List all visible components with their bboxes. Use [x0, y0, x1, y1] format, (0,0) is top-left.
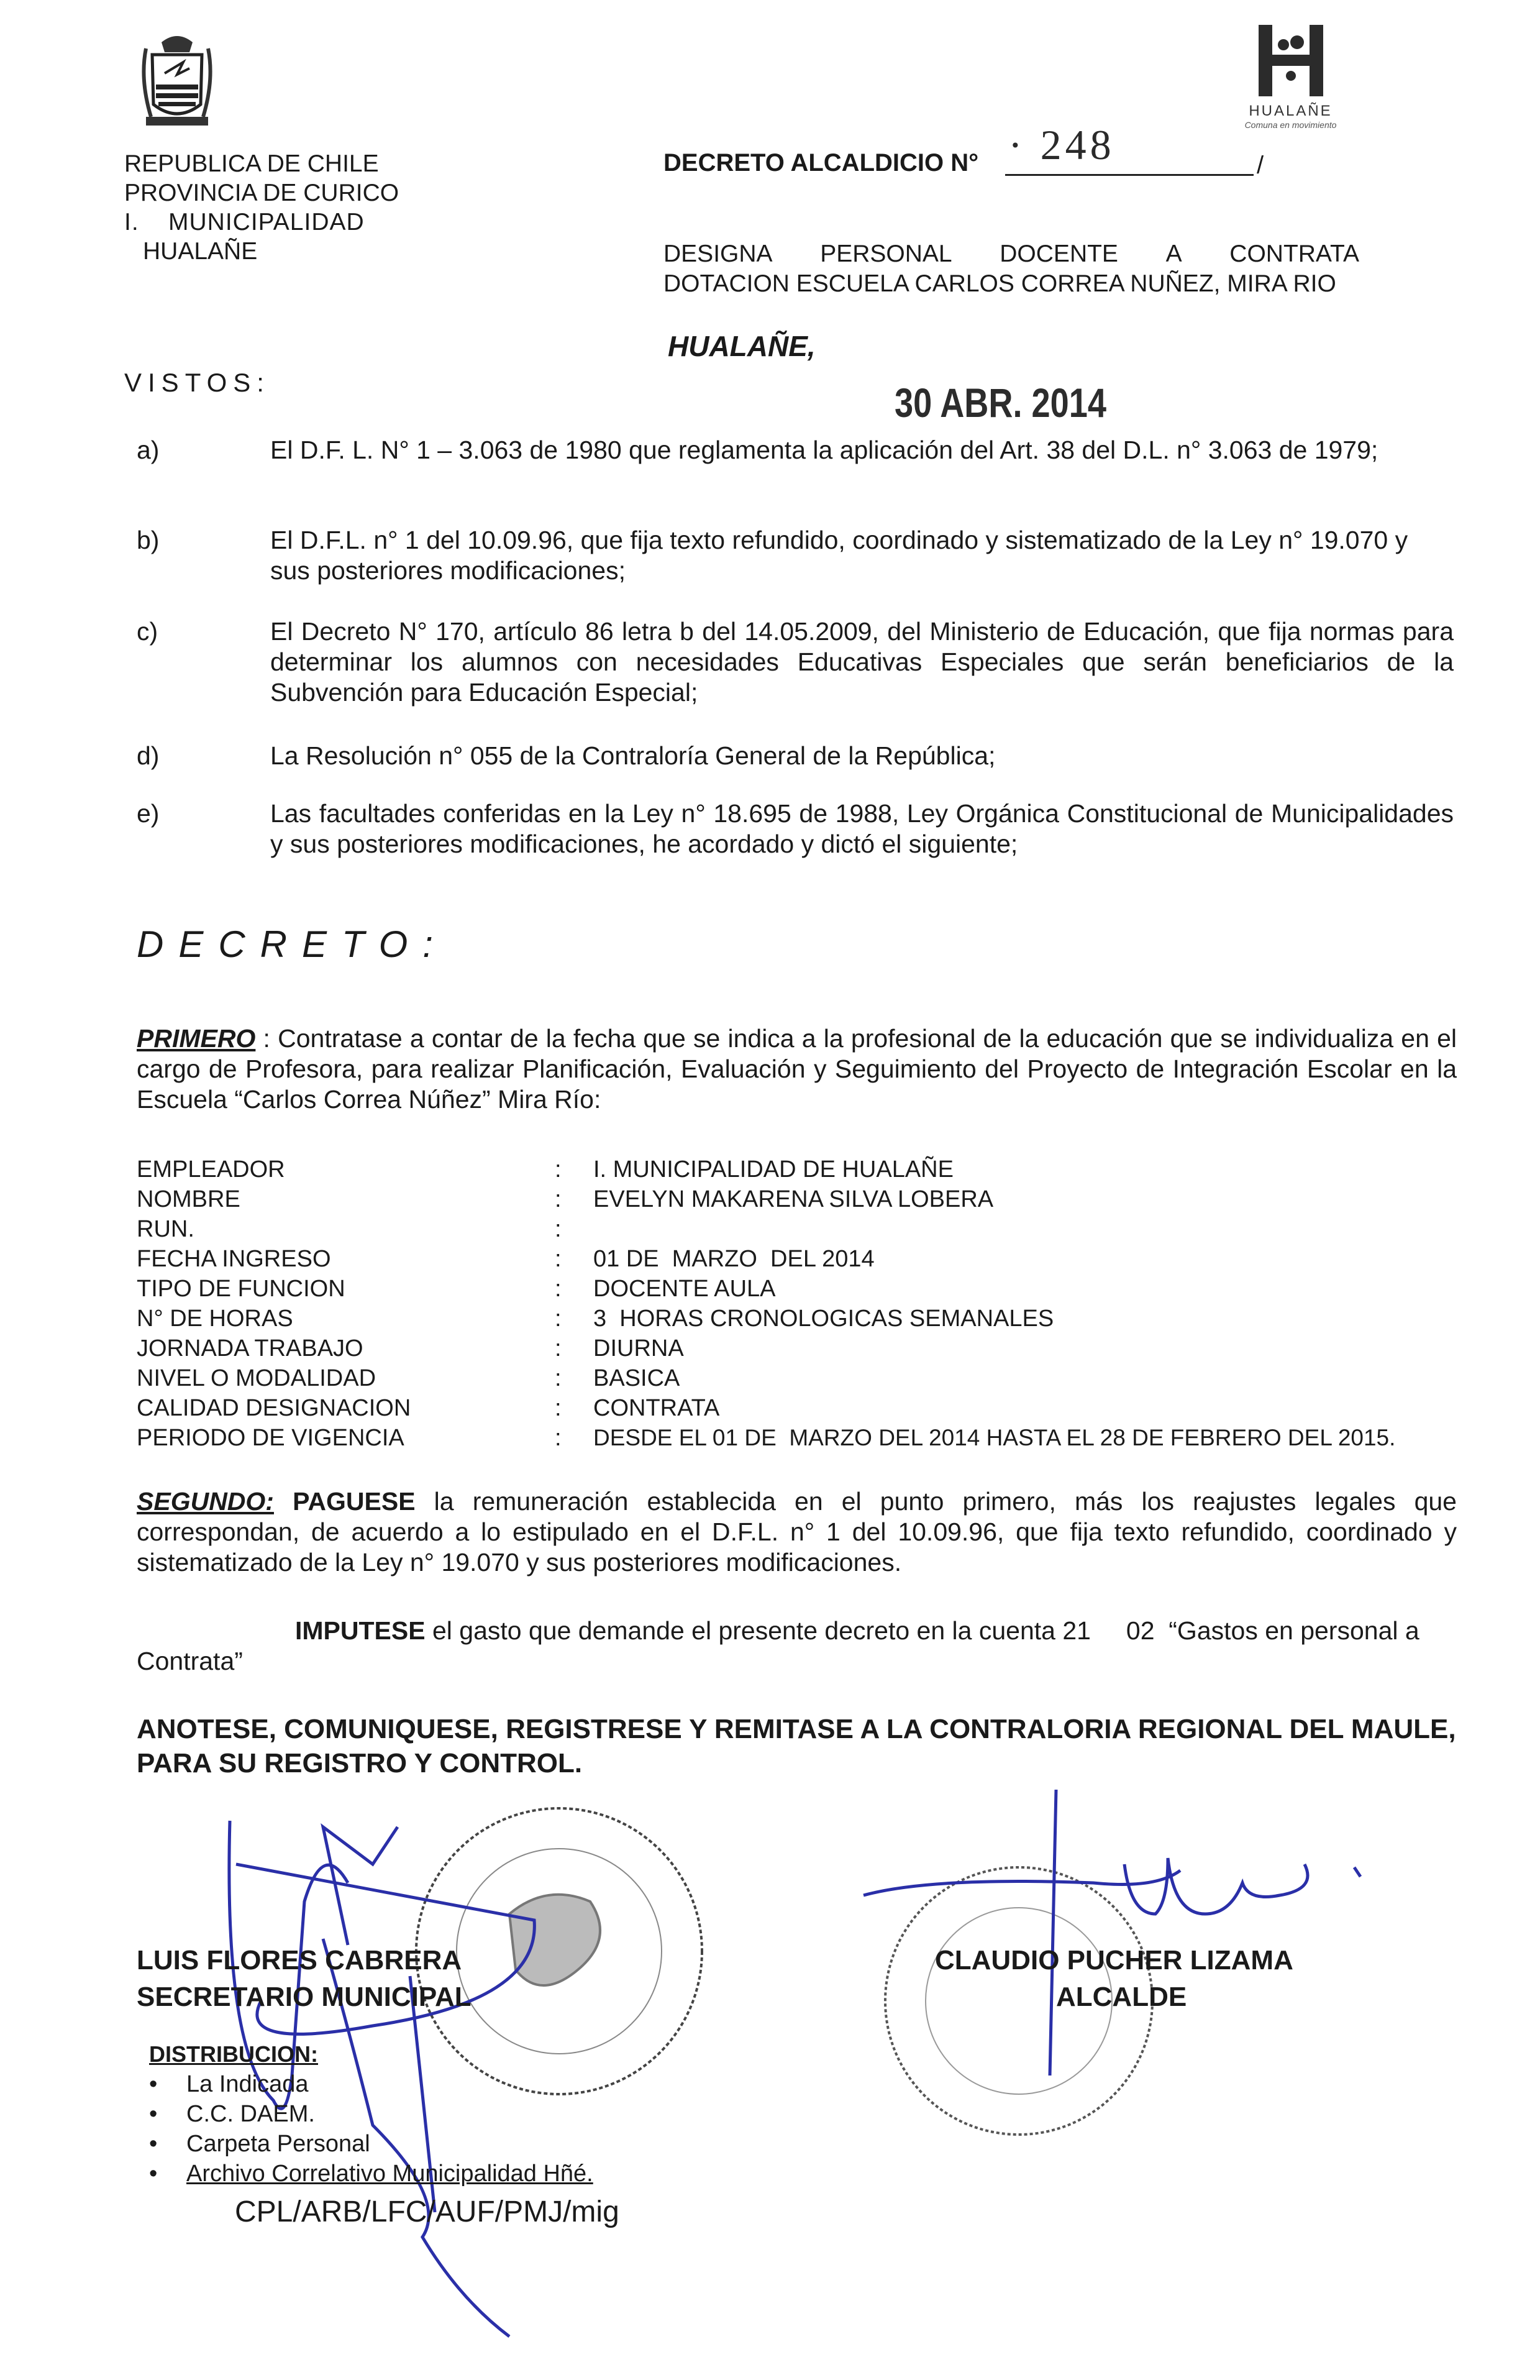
segundo-label: SEGUNDO:: [137, 1487, 274, 1516]
primero-text: Contratase a contar de la fecha que se indica a la profesional de la educación que se individualiza en el cargo de Profesora, para realizar Planificación, Evaluación y Seguimiento del Proyecto de Integración Escolar en la Escuela “Carlos Correa Núñez” Mira Río:: [137, 1024, 1457, 1114]
vistos-letter: b): [137, 526, 160, 554]
field-separator: :: [555, 1395, 562, 1421]
subject-word: A: [1165, 240, 1182, 267]
field-label: NOMBRE: [137, 1186, 240, 1212]
signatures-and-stamps: [0, 1678, 1540, 2380]
primero-label: PRIMERO: [137, 1024, 256, 1053]
article-primero: [137, 1023, 1457, 1115]
segundo-text: la remuneración establecida en el punto primero, más los reajustes legales que correspondan, de acuerdo a lo estipulado en el D.F.L. n° 1 del 10.09.96, que fija texto refundido, coordinado y sistematizado de la Ley n° 19.070 y sus posteriores modificaciones.: [137, 1487, 1457, 1577]
distribution-item: • Carpeta Personal: [186, 2129, 593, 2159]
vistos-text: El Decreto N° 170, artículo 86 letra b del 14.05.2009, del Ministerio de Educación, que fija normas para determinar los alumnos con necesidades Educativas Especiales que serán beneficiarios de la Subvención para Educación Especial;: [270, 617, 1454, 707]
field-label: N° DE HORAS: [137, 1306, 293, 1332]
field-value: 01 DE MARZO DEL 2014: [593, 1246, 875, 1272]
decree-number: · 248: [1008, 121, 1115, 168]
decree-slash: /: [1257, 152, 1264, 179]
signature-block-mayor: [935, 1942, 1293, 2015]
distribution-title: DISTRIBUCION:: [149, 2041, 318, 2067]
mayor-name: CLAUDIO PUCHER LIZAMA: [935, 1945, 1293, 1975]
segundo-bold-word: PAGUESE: [293, 1487, 416, 1516]
vistos-letter: d): [137, 741, 160, 770]
vistos-letter: a): [137, 436, 160, 464]
secretary-title: SECRETARIO MUNICIPAL: [137, 1982, 472, 2012]
distribution-list: [149, 2039, 593, 2189]
subject-word: PERSONAL: [820, 240, 952, 267]
closing-order: ANOTESE, COMUNIQUESE, REGISTRESE Y REMITASE A LA CONTRALORIA REGIONAL DEL MAULE, PARA SU REGISTRO Y CONTROL.: [137, 1714, 1456, 1778]
field-separator: :: [555, 1216, 562, 1242]
header-city: HUALAÑE: [143, 238, 258, 265]
header-institution: [124, 149, 447, 266]
distribution-item: • La Indicada: [186, 2069, 593, 2099]
field-separator: :: [555, 1246, 562, 1272]
distribution-items: [149, 2069, 593, 2189]
decree-subject: [663, 239, 1421, 299]
imputese-paragraph: [137, 1616, 1457, 1677]
decree-number-rule: [1005, 174, 1254, 176]
place-heading: HUALAÑE,: [668, 330, 816, 362]
field-separator: :: [555, 1425, 562, 1451]
field-value: EVELYN MAKARENA SILVA LOBERA: [593, 1186, 994, 1212]
field-label: PERIODO DE VIGENCIA: [137, 1425, 404, 1451]
hualane-logo: [1227, 19, 1354, 130]
logo-tagline: Comuna en movimiento: [1244, 120, 1337, 130]
reference-initials: CPL/ARB/LFC/AUF/PMJ/mig: [235, 2195, 619, 2228]
imputese-bold-word: IMPUTESE: [295, 1616, 426, 1645]
vistos-text: La Resolución n° 055 de la Contraloría General de la República;: [270, 741, 996, 770]
field-separator: :: [555, 1186, 562, 1212]
subject-line-1: [663, 239, 1359, 269]
primero-colon: :: [255, 1024, 278, 1053]
vistos-letter: e): [137, 799, 160, 828]
field-label: NIVEL O MODALIDAD: [137, 1365, 376, 1391]
field-label: TIPO DE FUNCION: [137, 1276, 345, 1302]
vistos-text: El D.F. L. N° 1 – 3.063 de 1980 que reglamenta la aplicación del Art. 38 del D.L. n° 3.063 de 1979;: [270, 436, 1378, 464]
distribution-item: • Archivo Correlativo Municipalidad Hñé.: [186, 2159, 593, 2189]
vistos-letter: c): [137, 617, 158, 646]
mayor-title: ALCALDE: [1056, 1982, 1187, 2012]
field-value: I. MUNICIPALIDAD DE HUALAÑE: [593, 1156, 954, 1183]
vistos-text: Las facultades conferidas en la Ley n° 18.695 de 1988, Ley Orgánica Constitucional de Municipalidades y sus posteriores modificaciones, he acordado y dictó el siguiente;: [270, 799, 1454, 858]
subject-line-2: DOTACION ESCUELA CARLOS CORREA NUÑEZ, MIRA RIO: [663, 270, 1336, 297]
field-label: CALIDAD DESIGNACION: [137, 1395, 411, 1421]
municipal-crest-icon: [127, 30, 227, 139]
field-label: RUN.: [137, 1216, 194, 1242]
field-value: BASICA: [593, 1365, 680, 1391]
article-segundo: [137, 1486, 1457, 1578]
field-separator: :: [555, 1335, 562, 1362]
field-value: DIURNA: [593, 1335, 684, 1362]
field-label: FECHA INGRESO: [137, 1246, 331, 1272]
vistos-title: VISTOS:: [124, 368, 270, 397]
decree-label: DECRETO ALCALDICIO N°: [663, 149, 979, 176]
distribution-item: • C.C. DAEM.: [186, 2099, 593, 2129]
field-value: 3 HORAS CRONOLOGICAS SEMANALES: [593, 1306, 1054, 1332]
field-separator: :: [555, 1306, 562, 1332]
subject-word: DESIGNA: [663, 240, 773, 267]
field-separator: :: [555, 1156, 562, 1183]
field-label: EMPLEADOR: [137, 1156, 285, 1183]
header-municipality: I. MUNICIPALIDAD: [124, 209, 365, 236]
field-separator: :: [555, 1276, 562, 1302]
secretary-name: LUIS FLORES CABRERA: [137, 1945, 462, 1975]
header-country: REPUBLICA DE CHILE: [124, 150, 379, 177]
hualane-h-logo-icon: [1254, 19, 1328, 99]
right-signature-icon: [863, 1790, 1360, 2076]
signature-block-secretary: [137, 1942, 472, 2015]
subject-word: DOCENTE: [1000, 240, 1118, 267]
field-value: DOCENTE AULA: [593, 1276, 776, 1302]
logo-name: HUALAÑE: [1249, 103, 1333, 119]
field-separator: :: [555, 1365, 562, 1391]
field-value: DESDE EL 01 DE MARZO DEL 2014 HASTA EL 28 DE FEBRERO DEL 2015.: [593, 1425, 1396, 1450]
date-stamp: 30 ABR. 2014: [895, 380, 1106, 426]
subject-word: CONTRATA: [1229, 240, 1359, 267]
decreto-title: DECRETO:: [137, 923, 448, 965]
field-label: JORNADA TRABAJO: [137, 1335, 363, 1362]
header-province: PROVINCIA DE CURICO: [124, 180, 399, 206]
vistos-text: El D.F.L. n° 1 del 10.09.96, que fija texto refundido, coordinado y sistematizado de la Ley n° 19.070 y sus posteriores modificaciones;: [270, 526, 1408, 585]
field-value: CONTRATA: [593, 1395, 720, 1421]
imputese-text: el gasto que demande el presente decreto en la cuenta 21 02 “Gastos en personal a Contrata”: [137, 1616, 1427, 1675]
